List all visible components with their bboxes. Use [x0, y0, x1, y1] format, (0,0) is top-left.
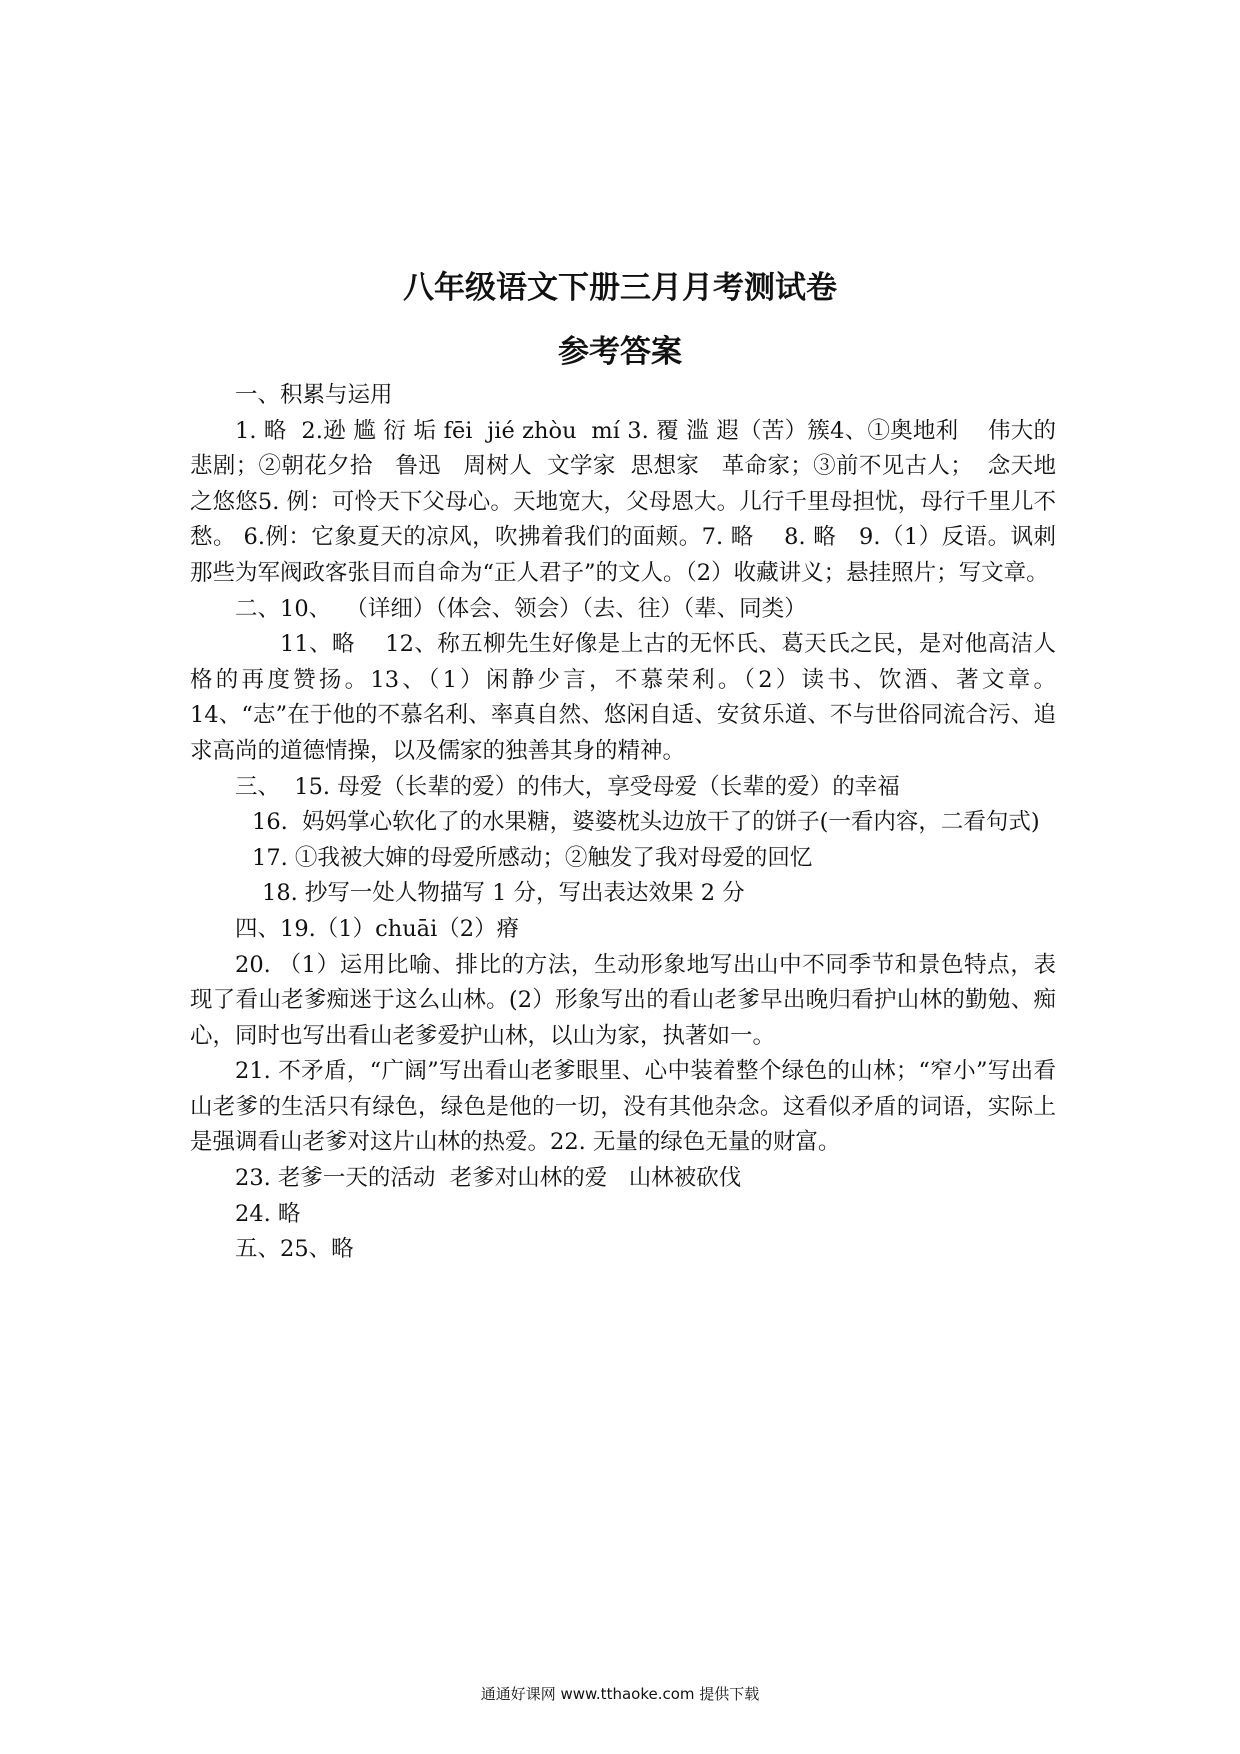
answer-paragraph-2: 二、10、 （详细）（体会、领会）（去、往）（辈、同类）: [235, 595, 807, 622]
answer-paragraph-8: 四、19.（1）chuāi（2）瘠: [235, 915, 520, 942]
answer-paragraph-13: 五、25、略: [235, 1236, 354, 1263]
answer-paragraph-12: 24. 略: [235, 1200, 301, 1227]
answer-paragraph-3: 11、略 12、称五柳先生好像是上古的无怀氏、葛天氏之民，是对他高洁人格的再度赞扬。13、（1）闲静少言，不慕荣利。（2）读书、饮酒、著文章。14、“志”在于他的不慕名利、率真自然、悠闲自适、安贫乐道、不与世俗同流合污、追求高尚的道德情操，以及儒家的独善其身的精神。: [190, 631, 1056, 764]
answer-paragraph-7: 18. 抄写一处人物描写 1 分，写出表达效果 2 分: [262, 880, 745, 907]
document-subtitle: 参考答案: [558, 334, 682, 370]
document-title: 八年级语文下册三月月考测试卷: [403, 270, 837, 306]
section-heading-1: 一、积累与运用: [235, 382, 393, 408]
answer-paragraph-6: 17. ①我被大婶的母爱所感动；②触发了我对母爱的回忆: [252, 844, 813, 871]
answer-paragraph-11: 23. 老爹一天的活动 老爹对山林的爱 山林被砍伐: [235, 1165, 742, 1192]
answer-paragraph-10: 21. 不矛盾，“广阔”写出看山老爹眼里、心中装着整个绿色的山林；“窄小”写出看山老爹的生活只有绿色，绿色是他的一切，没有其他杂念。这看似矛盾的词语，实际上是强调看山老爹对这片山林的热爱。22. 无量的绿色无量的财富。: [190, 1058, 1056, 1156]
answer-paragraph-4: 三、 15. 母爱（长辈的爱）的伟大，享受母爱（长辈的爱）的幸福: [235, 773, 900, 800]
page-footer: 通通好课网 www.tthaoke.com 提供下载: [480, 1685, 760, 1703]
answer-paragraph-9: 20. （1）运用比喻、排比的方法，生动形象地写出山中不同季节和景色特点，表现了看山老爹痴迷于这么山林。(2）形象写出的看山老爹早出晚归看护山林的勤勉、痴心，同时也写出看山老爹爱护山林，以山为家，执著如一。: [190, 951, 1056, 1049]
answer-body: [190, 378, 1056, 1268]
answer-paragraph-1: 1. 略 2.逊 尴 衍 垢 fēi jié zhòu mí 3. 覆 滥 遐（苦）簇4、①奥地利 伟大的悲剧；②朝花夕拾 鲁迅 周树人 文学家 思想家 革命家；③前不见古人； 念天地之悠悠5. 例：可怜天下父母心。天地宽大，父母恩大。儿行千里母担忧，母行千里儿不愁。 6.例：它象夏天的凉风，吹拂着我们的面颊。7. 略 8. 略 9.（1）反语。讽刺那些为军阀政客张目而自命为“正人君子”的文人。（2）收藏讲义；悬挂照片；写文章。: [190, 417, 1056, 586]
answer-paragraph-5: 16. 妈妈掌心软化了的水果糖，婆婆枕头边放干了的饼子(一看内容，二看句式): [252, 809, 1040, 836]
